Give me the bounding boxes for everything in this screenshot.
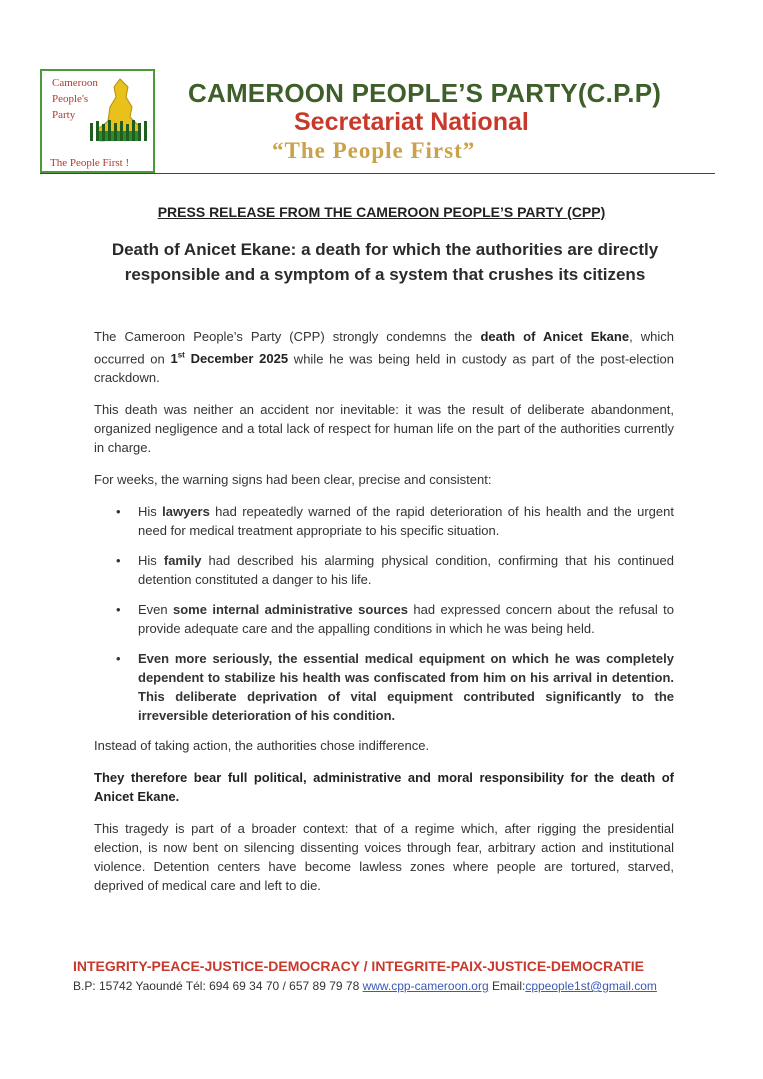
headline [80,237,690,287]
paragraph-condemnation: The Cameroon People’s Party (CPP) strongly condemns the death of Anicet Ekane, which occurred on 1st December 2025 while he was being held in custody as part of the post-election crackdown. [94,329,674,386]
logo-motto: The People First ! [50,157,130,169]
email-label: Email: [488,979,526,993]
secretariat-title: Secretariat National [294,108,529,136]
logo-text-line-1: Cameroon [52,77,98,89]
footer-contact [73,979,657,993]
header-divider [40,173,715,174]
contact-address: B.P: 15742 Yaoundé Tél: 694 69 34 70 / 657 89 79 78 [73,979,363,993]
press-release-kicker: PRESS RELEASE FROM THE CAMEROON PEOPLE’S PARTY (CPP) [157,204,606,220]
logo-text-line-3: Party [52,109,76,121]
cameroon-map-icon [80,77,152,153]
headline-line-1: Death of Anicet Ekane: a death for which the authorities are directly [111,240,659,259]
website-link[interactable]: www.cpp-cameroon.org [362,979,489,993]
paragraph-broader-context: This tragedy is part of a broader context: that of a regime which, after rigging the presidential election, is now bent on silencing dissenting voices through fear, arbitrary action and institutional violence. Detention centers have become lawless zones where people are tortured, starved, deprived of medical care and left to die. [94,821,674,894]
paragraph-indifference: Instead of taking action, the authorities chose indifference. [94,738,430,754]
email-link[interactable]: cppeople1st@gmail.com [525,979,657,993]
warning-signs-list [94,502,674,725]
logo-text-line-2: People's [52,93,89,105]
paragraph-warning-signs: For weeks, the warning signs had been clear, precise and consistent: [94,472,492,488]
bullet-icon: • [116,504,121,520]
party-name: CAMEROON PEOPLE’S PARTY(C.P.P) [188,78,662,108]
footer-slogan: INTEGRITY-PEACE-JUSTICE-DEMOCRACY / INTEGRITE-PAIX-JUSTICE-DEMOCRATIE [73,958,644,974]
party-motto: “The People First” [272,138,476,163]
list-item: • His family had described his alarming physical condition, confirming that his continued detention constituted a danger to his life. [116,553,674,588]
bullet-icon: • [116,553,121,569]
headline-line-2: responsible and a symptom of a system that crushes its citizens [124,265,646,284]
list-item: • His lawyers had repeatedly warned of the rapid deterioration of his health and the urgent need for medical treatment appropriate to his specific situation. [116,504,674,539]
bullet-icon: • [116,602,121,618]
press-release-body [94,327,674,908]
bullet-icon: • [116,651,121,667]
paragraph-not-accident: This death was neither an accident nor inevitable: it was the result of deliberate abandonment, organized negligence and a total lack of respect for human life on the part of the authorities currently in charge. [94,402,674,456]
list-item: • Even more seriously, the essential medical equipment on which he was completely dependent to stabilize his health was confiscated from him on his arrival in detention. This deliberate deprivation of vital equipment contributed significantly to the irreversible deterioration of his condition. [116,651,674,724]
paragraph-responsibility: They therefore bear full political, administrative and moral responsibility for the death of Anicet Ekane. [94,770,674,805]
party-logo [40,69,155,173]
list-item: • Even some internal administrative sources had expressed concern about the refusal to provide adequate care and the appalling conditions in which he was being held. [116,602,674,637]
